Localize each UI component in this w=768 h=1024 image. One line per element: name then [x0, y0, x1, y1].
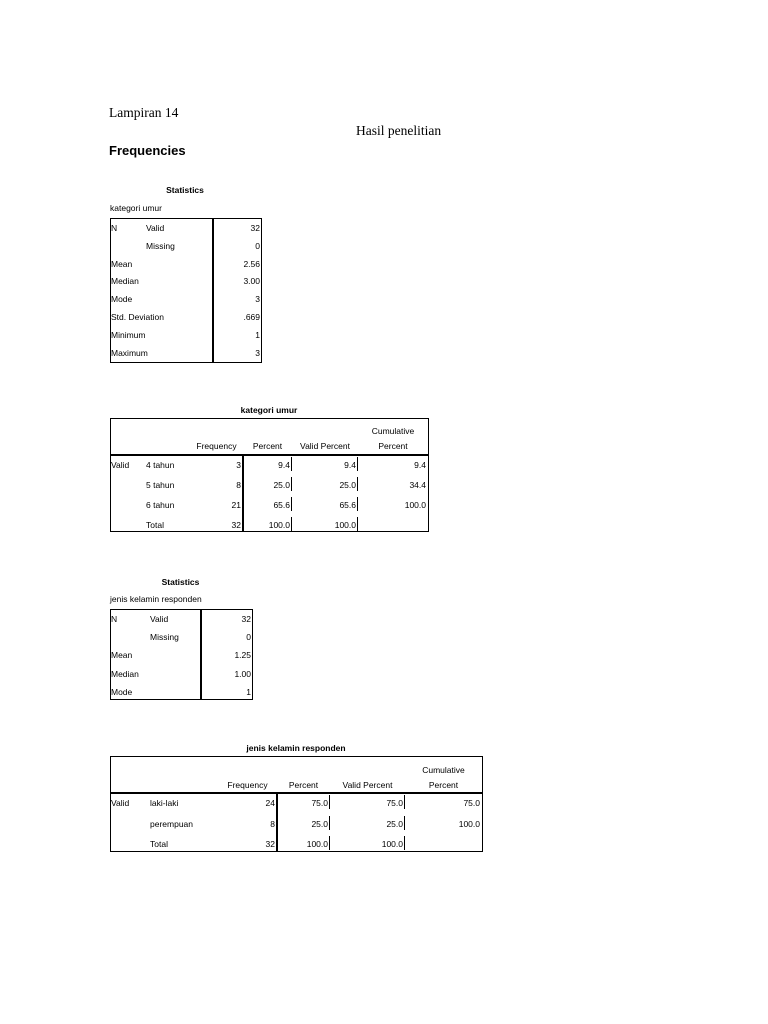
- freq2-row-category: perempuan: [150, 818, 194, 829]
- freq2-cell-valid-percent: 75.0: [386, 798, 403, 808]
- freq2-cell-percent: 100.0: [306, 839, 328, 849]
- appendix-label: Lampiran 14: [109, 105, 179, 120]
- stats1-row-value: 0: [255, 240, 260, 251]
- stats1-row-sublabel: Missing: [146, 240, 175, 251]
- freq1-cell-valid-percent: 100.0: [334, 520, 356, 530]
- stats1-row-label: Maximum: [111, 347, 148, 358]
- freq2-cell-frequency: 32: [265, 839, 275, 849]
- freq1-col-frequency: Frequency: [196, 441, 237, 451]
- freq1-cell-percent: 9.4: [278, 460, 290, 470]
- freq2-row-category: Total: [150, 839, 168, 849]
- stats2-row-label: Mean: [111, 650, 133, 661]
- freq1-col-cumulative: Cumulative: [371, 426, 415, 436]
- freq2-col-cumulative-percent: Percent: [428, 780, 459, 790]
- stats1-row-value: 32: [250, 223, 260, 233]
- freq2-cell-valid-percent: 25.0: [386, 818, 403, 829]
- freq1-cell-percent: 25.0: [273, 480, 290, 490]
- stats2-row-label: N: [111, 614, 118, 624]
- freq2-col-percent: Percent: [288, 780, 319, 790]
- stats1-divider: [212, 218, 214, 363]
- freq2-col-valid-percent: Valid Percent: [342, 780, 393, 790]
- freq2-cell-percent: 25.0: [311, 818, 328, 829]
- freq1-row-category: 4 tahun: [146, 460, 175, 470]
- stats2-row-label: Median: [111, 668, 139, 679]
- freq1-cell-valid-percent: 25.0: [339, 480, 356, 490]
- freq1-cell-frequency: 3: [236, 460, 241, 470]
- stats1-row-label: Std. Deviation: [111, 312, 164, 322]
- freq1-cell-rule: [357, 517, 358, 531]
- stats2-row-sublabel: Missing: [150, 632, 179, 643]
- freq1-row-category: 5 tahun: [146, 480, 175, 490]
- stats1-row-label: Minimum: [111, 329, 146, 340]
- freq2-row-group: Valid: [111, 798, 130, 808]
- stats2-row-value: 1: [246, 686, 251, 697]
- freq2-cell-frequency: 8: [270, 818, 275, 829]
- freq1-col-percent: Percent: [252, 441, 283, 451]
- stats2-row-value: 1.00: [234, 668, 251, 679]
- stats2-variable: jenis kelamin responden: [110, 594, 202, 604]
- freq1-row-group: Valid: [111, 460, 130, 470]
- stats1-row-value: 1: [255, 329, 260, 340]
- stats2-row-value: 32: [241, 614, 251, 624]
- freq1-col-cumulative-percent: Percent: [378, 441, 408, 451]
- freq2-col-cumulative: Cumulative: [422, 765, 465, 775]
- freq2-cell-rule: [404, 836, 405, 850]
- stats1-row-value: 2.56: [243, 258, 260, 269]
- freq1-cell-frequency: 8: [236, 480, 241, 490]
- freq2-cell-frequency: 24: [265, 798, 275, 808]
- freq2-title: jenis kelamin responden: [246, 743, 346, 753]
- stats1-variable: kategori umur: [110, 203, 162, 213]
- freq1-col-valid-percent: Valid Percent: [300, 441, 350, 451]
- freq2-header-rule: [110, 792, 483, 794]
- freq1-cell-cumulative: 100.0: [404, 500, 426, 510]
- stats1-table: [110, 218, 262, 363]
- freq1-title: kategori umur: [240, 405, 298, 415]
- results-label: Hasil penelitian: [356, 123, 442, 138]
- freq1-cell-percent: 100.0: [268, 520, 290, 530]
- stats1-title: Statistics: [166, 185, 204, 195]
- freq1-cell-valid-percent: 65.6: [339, 500, 356, 510]
- stats2-row-sublabel: Valid: [150, 614, 169, 624]
- freq2-cell-valid-percent: 100.0: [381, 839, 403, 849]
- stats1-row-value: .669: [243, 312, 260, 322]
- freq1-cell-frequency: 21: [231, 500, 241, 510]
- stats1-row-sublabel: Valid: [146, 223, 165, 233]
- stats1-row-value: 3: [255, 294, 260, 305]
- frequencies-heading: Frequencies: [109, 143, 186, 158]
- stats2-row-value: 1.25: [234, 650, 251, 661]
- freq2-cell-cumulative: 100.0: [458, 818, 480, 829]
- stats1-row-value: 3.00: [243, 276, 260, 287]
- freq1-row-category: 6 tahun: [146, 500, 175, 510]
- stats1-row-label: Mean: [111, 258, 133, 269]
- stats1-row-label: Mode: [111, 294, 133, 305]
- freq1-cell-cumulative: 9.4: [414, 460, 426, 470]
- freq2-row-category: laki-laki: [150, 798, 179, 808]
- freq1-row-category: Total: [146, 520, 164, 530]
- freq1-cell-cumulative: 34.4: [409, 480, 426, 490]
- stats1-row-label: Median: [111, 276, 139, 287]
- freq2-col-frequency: Frequency: [227, 780, 268, 790]
- stats1-row-value: 3: [255, 347, 260, 358]
- freq1-cell-percent: 65.6: [273, 500, 290, 510]
- stats2-title: Statistics: [161, 577, 200, 587]
- freq1-cell-valid-percent: 9.4: [344, 460, 356, 470]
- stats2-row-value: 0: [246, 632, 251, 643]
- freq1-cell-frequency: 32: [231, 520, 241, 530]
- freq2-cell-cumulative: 75.0: [463, 798, 480, 808]
- stats1-row-label: N: [111, 223, 118, 233]
- freq2-cell-percent: 75.0: [311, 798, 328, 808]
- freq1-header-rule: [110, 454, 429, 456]
- stats2-row-label: Mode: [111, 686, 133, 697]
